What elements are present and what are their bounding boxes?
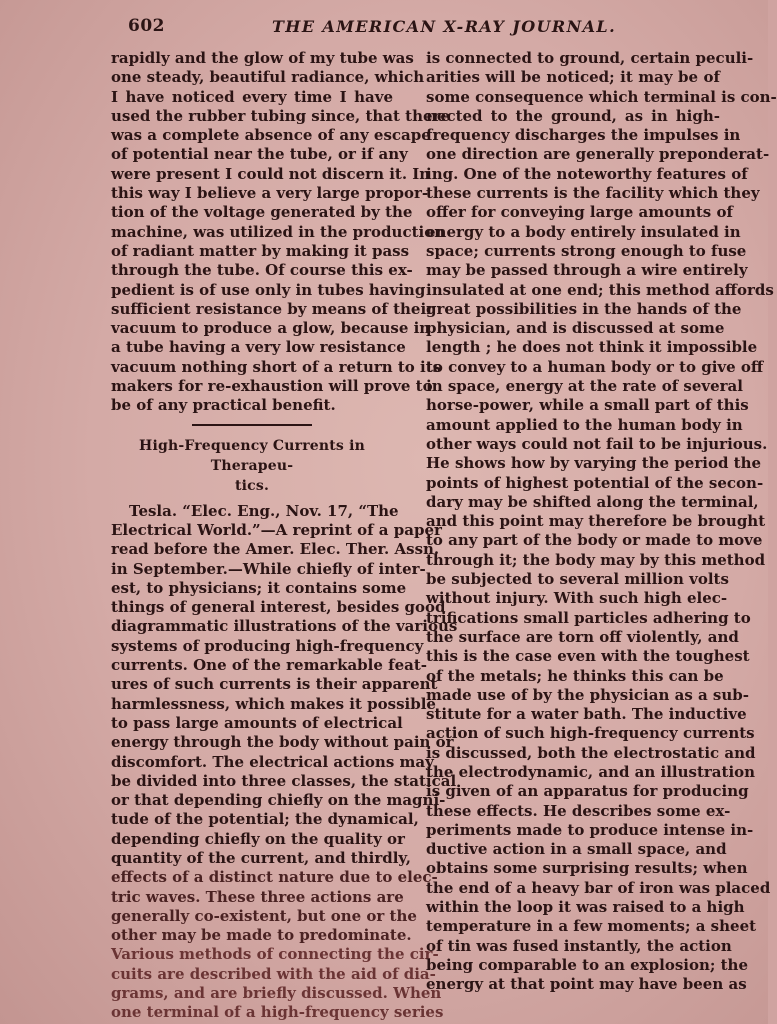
text-line: this way I believe a very large propor- bbox=[111, 184, 429, 203]
text-line: is connected to ground, certain peculi- bbox=[426, 49, 754, 67]
text-line: of potential near the tube, or if any bbox=[111, 145, 408, 164]
text-line: other ways could not fail to be injurious. bbox=[426, 434, 768, 453]
text-line: used the rubber tubing since, that there bbox=[111, 106, 450, 125]
text-line: discomfort. The electrical actions may bbox=[111, 752, 434, 771]
text-line: made use of by the physician as a sub- bbox=[426, 685, 749, 704]
text-line: nected to the ground, as in high- bbox=[426, 106, 720, 125]
text-line: the surface are torn off violently, and bbox=[426, 627, 739, 646]
text-line: Tesla. “Elec. Eng., Nov. 17, “The bbox=[129, 501, 399, 520]
left-column bbox=[111, 49, 458, 1023]
text-line: energy at that point may have been as bbox=[426, 975, 747, 994]
text-line: cuits are described with the aid of dia- bbox=[111, 964, 436, 983]
text-line: being comparable to an explosion; the bbox=[426, 955, 749, 974]
text-line: currents. One of the remarkable feat- bbox=[111, 656, 428, 675]
text-line: is discussed, both the electrostatic and bbox=[426, 743, 756, 762]
text-line: Electrical World.”—A reprint of a paper bbox=[111, 520, 442, 539]
text-line: frequency discharges the impulses in bbox=[426, 126, 741, 145]
text-line: to convey to a human body or to give off bbox=[426, 357, 764, 376]
text-line: tude of the potential; the dynamical, bbox=[111, 810, 419, 829]
text-line: arities will be noticed; it may be of bbox=[426, 68, 720, 87]
text-line: be subjected to several million volts bbox=[426, 570, 729, 589]
text-line: periments made to produce intense in- bbox=[426, 820, 754, 839]
text-line: through the tube. Of course this ex- bbox=[111, 261, 413, 280]
text-line: length ; he does not think it impossible bbox=[426, 338, 758, 357]
text-line: the end of a heavy bar of iron was placed bbox=[426, 878, 771, 897]
text-line: one terminal of a high-frequency series bbox=[111, 1003, 444, 1022]
running-title: THE AMERICAN X-RAY JOURNAL. bbox=[272, 17, 617, 36]
text-line: these effects. He describes some ex- bbox=[426, 801, 731, 820]
text-line: offer for conveying large amounts of bbox=[426, 203, 733, 222]
text-line: great possibilities in the hands of the bbox=[426, 299, 742, 318]
paragraph-rubber-tubing bbox=[111, 49, 450, 416]
text-line: of tin was fused instantly, the action bbox=[426, 936, 732, 955]
text-line: amount applied to the human body in bbox=[426, 415, 743, 434]
text-line: generally co-existent, but one or the bbox=[111, 906, 417, 925]
text-line: est, to physicians; it contains some bbox=[111, 578, 407, 597]
text-line: harmlessness, which makes it possible bbox=[111, 694, 436, 713]
text-line: sufficient resistance by means of their bbox=[111, 299, 435, 318]
text-line: be divided into three classes, the statical bbox=[111, 771, 457, 790]
text-line: He shows how by varying the period the bbox=[426, 454, 762, 473]
text-line: energy through the body without pain or bbox=[111, 733, 454, 752]
text-line: to pass large amounts of electrical bbox=[111, 713, 403, 732]
text-line: a tube having a very low resistance bbox=[111, 338, 406, 357]
text-line: were present I could not discern it. In bbox=[111, 164, 431, 183]
text-line: in September.—While chiefly of inter- bbox=[111, 559, 426, 578]
text-line: be of any practical benefit. bbox=[111, 396, 336, 415]
text-line: ing. One of the noteworthy features of bbox=[426, 164, 748, 183]
paragraph-tesla-review bbox=[111, 501, 458, 1023]
heading-line-2: tics. bbox=[234, 477, 270, 494]
text-line: vacuum to produce a glow, because in bbox=[111, 319, 431, 338]
text-line: of radiant matter by making it pass bbox=[111, 241, 410, 260]
text-line: space; currents strong enough to fuse bbox=[426, 241, 747, 260]
text-line: read before the Amer. Elec. Ther. Assn. bbox=[111, 540, 440, 559]
text-line: to any part of the body or made to move bbox=[426, 531, 763, 550]
text-line: horse-power, while a small part of this bbox=[426, 396, 749, 415]
section-divider bbox=[192, 424, 312, 426]
text-line: and this point may therefore be brought bbox=[426, 512, 766, 531]
text-line: points of highest potential of the secon- bbox=[426, 473, 764, 492]
text-line: makers for re-exhaustion will prove to bbox=[111, 377, 433, 396]
text-line: diagrammatic illustrations of the various bbox=[111, 617, 458, 636]
text-line: rapidly and the glow of my tube was bbox=[111, 49, 414, 67]
text-line: action of such high-frequency currents bbox=[426, 724, 755, 743]
text-line: systems of producing high-frequency bbox=[111, 636, 424, 655]
text-line: stitute for a water bath. The inductive bbox=[426, 705, 747, 724]
text-line: one steady, beautiful radiance, which bbox=[111, 68, 425, 87]
text-line: within the loop it was raised to a high bbox=[426, 898, 745, 917]
text-line: this is the case even with the toughest bbox=[426, 647, 750, 666]
text-line: without injury. With such high elec- bbox=[426, 589, 728, 608]
text-line: vacuum nothing short of a return to its bbox=[111, 357, 442, 376]
text-line: other may be made to predominate. bbox=[111, 926, 412, 945]
page-header bbox=[128, 16, 718, 44]
text-line: in space, energy at the rate of several bbox=[426, 377, 743, 396]
right-column bbox=[426, 49, 777, 995]
text-line: Various methods of connecting the cir- bbox=[111, 945, 439, 964]
text-line: I have noticed every time I have bbox=[111, 87, 393, 106]
text-line: some consequence which terminal is con- bbox=[426, 87, 777, 106]
text-line: temperature in a few moments; a sheet bbox=[426, 917, 757, 936]
text-line: physician, and is discussed at some bbox=[426, 319, 725, 338]
page-number: 602 bbox=[128, 16, 165, 36]
text-line: insulated at one end; this method affords bbox=[426, 280, 774, 299]
text-line: tric waves. These three actions are bbox=[111, 887, 404, 906]
text-line: of the metals; he thinks this can be bbox=[426, 666, 724, 685]
text-line: depending chiefly on the quality or bbox=[111, 829, 405, 848]
text-line: trifications small particles adhering to bbox=[426, 608, 751, 627]
text-line: or that depending chiefly on the magni- bbox=[111, 791, 446, 810]
text-line: tion of the voltage generated by the bbox=[111, 203, 413, 222]
text-line: is given of an apparatus for producing bbox=[426, 782, 749, 801]
text-line: effects of a distinct nature due to elec- bbox=[111, 868, 438, 887]
text-line: grams, and are briefly discussed. When bbox=[111, 984, 442, 1003]
text-line: pedient is of use only in tubes having bbox=[111, 280, 426, 299]
text-line: was a complete absence of any escape bbox=[111, 126, 431, 145]
text-line: machine, was utilized in the production bbox=[111, 222, 446, 241]
text-line: through it; the body may by this method bbox=[426, 550, 766, 569]
text-line: one direction are generally preponderat- bbox=[426, 145, 770, 164]
text-line: dary may be shifted along the terminal, bbox=[426, 492, 759, 511]
text-line: energy to a body entirely insulated in bbox=[426, 222, 741, 241]
text-line: quantity of the current, and thirdly, bbox=[111, 848, 411, 867]
text-line: ductive action in a small space, and bbox=[426, 840, 727, 859]
heading-line-1: High-Frequency Currents in Therapeu- bbox=[139, 437, 365, 474]
text-line: obtains some surprising results; when bbox=[426, 859, 748, 878]
text-line: may be passed through a wire entirely bbox=[426, 261, 748, 280]
section-heading bbox=[111, 436, 393, 496]
text-line: these currents is the facility which they bbox=[426, 184, 760, 203]
text-line: ures of such currents is their apparent bbox=[111, 675, 438, 694]
text-line: things of general interest, besides good bbox=[111, 598, 446, 617]
text-line: the electrodynamic, and an illustration bbox=[426, 762, 756, 781]
